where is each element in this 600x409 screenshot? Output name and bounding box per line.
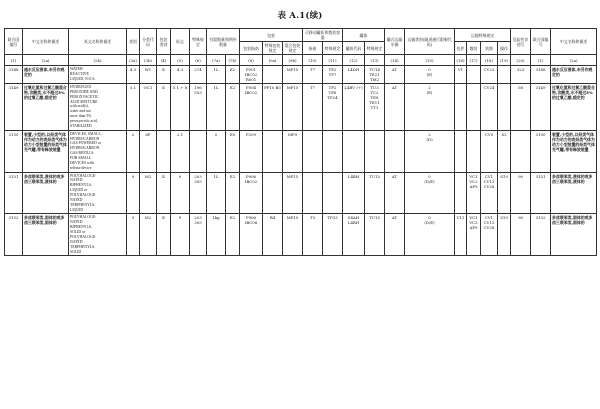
- excepted-quantity-cell: E2: [226, 214, 240, 256]
- vehicle-cell: AT: [385, 172, 405, 214]
- col-num: (3b): [140, 55, 157, 66]
- tank-special-cell: [323, 214, 343, 256]
- en-name-line: DEVICES, SMALL,: [70, 131, 102, 136]
- label-cell: 4.3: [171, 66, 190, 84]
- cn-name-2-cell: 多卤联苯类,液体的或多卤三联苯类,液体的: [551, 172, 597, 214]
- carriage-loading-cell: CV1 CV13 CV28: [481, 214, 498, 256]
- en-name-line: HYDROCARBON: [70, 146, 100, 151]
- col-num: (2a): [551, 55, 597, 66]
- mixed-packing-cell: MP9: [283, 130, 303, 172]
- carriage-package-cell: V11: [455, 214, 467, 256]
- tank-special-2-cell: [365, 66, 385, 84]
- tank-code-cell: S4AH L4BH: [343, 214, 365, 256]
- hazard-id-cell: 323: [511, 66, 531, 84]
- packing-group-cell: [157, 130, 171, 172]
- un-2-cell: 3151: [531, 172, 551, 214]
- mixed-packing-cell: MP15: [283, 172, 303, 214]
- header-en-name: 英文名称和描述: [69, 29, 127, 55]
- en-name-line: TERPHENYLS,: [70, 202, 96, 207]
- en-name-line: NATED: [70, 178, 83, 183]
- tank-instruction-cell: [303, 172, 323, 214]
- tank-special-cell: [323, 130, 343, 172]
- header-pkg: 包件: [455, 42, 467, 55]
- packing-instruction-line: IBC02: [244, 90, 258, 95]
- transport-category-cell: [405, 84, 455, 131]
- limited-quantity-cell: 0: [207, 130, 226, 172]
- en-name-line: peroxyacetic acid,: [70, 119, 98, 124]
- carriage-operation-cell: [498, 66, 511, 84]
- special-provisions-cell: 196 553: [190, 84, 207, 131]
- mixed-packing-cell: MP10: [283, 214, 303, 256]
- col-num: (10): [303, 55, 323, 66]
- carriage-bulk-cell: VC1 VC2 AP9: [467, 172, 481, 214]
- special-provisions-cell: 203 305: [190, 172, 207, 214]
- tank-code-cell: [343, 130, 365, 172]
- col-num: (18): [481, 55, 498, 66]
- col-num: (7b): [226, 55, 240, 66]
- class-code-cell: M2: [140, 214, 157, 256]
- class-cell: 9: [127, 172, 140, 214]
- excepted-quantity-cell: E0: [226, 130, 240, 172]
- un-2-cell: 3152: [531, 214, 551, 256]
- en-name-line: STABILIZED: [70, 123, 92, 128]
- col-num: (19): [498, 55, 511, 66]
- transport-category-line: (D/E): [424, 220, 435, 226]
- transport-category-line: (D/E): [424, 178, 435, 184]
- col-num: (1): [531, 55, 551, 66]
- class-cell: 4.3: [127, 66, 140, 84]
- packing-group-cell: Ⅱ: [157, 172, 171, 214]
- packing-instruction-cell: [240, 66, 263, 84]
- transport-category-cell: [405, 172, 455, 214]
- header-rtank-code: 罐体代码: [343, 42, 365, 55]
- vehicle-cell: AT: [385, 84, 405, 131]
- col-num: (2b): [69, 55, 127, 66]
- en-name-line: SOLID or: [70, 230, 86, 235]
- limited-quantity-cell: 1L: [207, 172, 226, 214]
- transport-category-line: (E): [426, 90, 433, 95]
- tank-special-2-line: TU3: [370, 85, 379, 90]
- table-header: [5, 29, 597, 66]
- header-tanks: 罐体: [343, 29, 385, 42]
- en-name-line: REACTIVE: [70, 71, 89, 76]
- packing-instruction-line: P906: [245, 173, 257, 179]
- un-cell: 3150: [5, 130, 23, 172]
- carriage-operation-cell: S2: [498, 130, 511, 172]
- en-name-line: NATED: [70, 239, 83, 244]
- carriage-operation-cell: S19: [498, 214, 511, 256]
- transport-category-line: (E): [426, 72, 433, 77]
- en-name-line: POLYHALOGE-: [70, 173, 97, 178]
- header-special: 特殊规定: [190, 29, 207, 55]
- header-packing: 包装: [240, 29, 303, 42]
- tank-special-line: TP2: [328, 67, 337, 72]
- tank-special-cell: [323, 84, 343, 131]
- packing-instruction-line: IBC02: [244, 72, 258, 77]
- cn-name-2-cell: 遇水反应液体,未另作规定的: [551, 66, 597, 84]
- table-row: [5, 172, 597, 214]
- label-cell: 2.1: [171, 130, 190, 172]
- un-cell: 3149: [5, 84, 23, 131]
- en-name-line: BIPHENYLS,: [70, 225, 92, 230]
- tank-special-2-line: TU15: [369, 173, 380, 179]
- col-num: (9a): [263, 55, 283, 66]
- header-portable-tanks: 可移动罐柜和散装容器: [303, 29, 343, 42]
- table-body: [5, 66, 597, 256]
- un-2-cell: 3149: [531, 84, 551, 131]
- special-provisions-cell: 203 305: [190, 214, 207, 256]
- en-name-line: POLYHALOGE-: [70, 234, 97, 239]
- hazard-id-cell: [511, 130, 531, 172]
- col-num: (20): [511, 55, 531, 66]
- header-labels: 标志: [171, 29, 190, 55]
- header-packing-group: 包装类别: [157, 29, 171, 55]
- tank-special-2-line: TU15: [369, 215, 380, 221]
- en-name-line: BIPHENYLS,: [70, 183, 92, 188]
- label-cell: 9: [171, 214, 190, 256]
- packing-instruction-cell: [240, 172, 263, 214]
- tank-special-2-cell: [365, 172, 385, 214]
- transport-category-line: 2: [428, 131, 431, 137]
- limited-quantity-cell: 1kg: [207, 214, 226, 256]
- en-name-cell: [69, 84, 127, 131]
- en-name-line: GAS REFILLS: [70, 151, 94, 156]
- limited-quantity-cell: 1L: [207, 66, 226, 84]
- cn-name-cell: 过氧化氢和过氧乙酸混合物,含酸类,水不超过5%的过氧乙酸,稳定的: [23, 84, 69, 131]
- transport-category-line: 2: [428, 85, 431, 90]
- un-2-cell: 3148: [531, 66, 551, 84]
- special-provisions-cell: [190, 130, 207, 172]
- vehicle-cell: AT: [385, 214, 405, 256]
- header-hazard-id: 危险性识别号: [511, 29, 531, 55]
- tank-code-cell: L4BH: [343, 172, 365, 214]
- table-row: [5, 84, 597, 131]
- packing-instruction-cell: [240, 84, 263, 131]
- header-load: 装卸: [481, 42, 498, 55]
- en-name-line: LIQUID: [70, 207, 84, 212]
- cn-name-2-cell: 装置,小型的,以烃类气体作为动力的或烃类气体为动力小型装置的烃类气体充气罐,带有释放装置: [551, 130, 597, 172]
- limited-quantity-cell: 1L: [207, 84, 226, 131]
- packing-instruction-line: P209: [245, 131, 257, 137]
- special-packing-cell: [263, 66, 283, 84]
- carriage-loading-cell: CV1 CV13 CV28: [481, 172, 498, 214]
- en-name-line: more than 5%: [70, 114, 92, 119]
- en-name-line: PEROXYACETIC: [70, 94, 99, 99]
- tank-special-line: TP2: [328, 85, 337, 90]
- hazard-id-cell: 90: [511, 214, 531, 256]
- tank-instruction-cell: T3: [303, 214, 323, 256]
- packing-instruction-line: R001: [245, 77, 257, 82]
- col-num: (12): [343, 55, 365, 66]
- en-name-line: PEROXIDE AND: [70, 89, 98, 94]
- label-cell: 5.1 + 8: [171, 84, 190, 131]
- tank-special-2-line: TU14: [369, 67, 380, 72]
- en-name-line: GAS POWERED or: [70, 141, 102, 146]
- en-name-cell: [69, 172, 127, 214]
- class-code-cell: W1: [140, 66, 157, 84]
- packing-group-cell: Ⅱ: [157, 214, 171, 256]
- cn-name-cell: 遇水反应液体,未另作规定的: [23, 66, 69, 84]
- table-row: [5, 130, 597, 172]
- header-carriage: 运输特殊规定: [455, 29, 511, 42]
- hazard-id-cell: 58: [511, 84, 531, 131]
- excepted-quantity-cell: E2: [226, 172, 240, 214]
- col-num: (15): [405, 55, 455, 66]
- tank-instruction-cell: T7: [303, 84, 323, 131]
- vehicle-cell: AT: [385, 66, 405, 84]
- en-name-line: LIQUID or: [70, 188, 88, 193]
- header-vehicle: 罐式运输车辆: [385, 29, 405, 55]
- transport-category-cell: [405, 130, 455, 172]
- tank-special-line: TP7: [328, 72, 337, 77]
- header-un-2: 联合国编号: [531, 29, 551, 55]
- table-row: [5, 66, 597, 84]
- col-num: (3a): [127, 55, 140, 66]
- en-name-line: SOLID: [70, 249, 82, 254]
- transport-category-line: 0: [428, 173, 431, 179]
- carriage-package-cell: [455, 84, 467, 131]
- packing-instruction-line: IBC08: [244, 220, 258, 226]
- col-num: (1): [5, 55, 23, 66]
- en-name-line: release device: [70, 165, 92, 170]
- class-cell: 5.1: [127, 84, 140, 131]
- table-row: [5, 214, 597, 256]
- transport-category-cell: [405, 66, 455, 84]
- excepted-quantity-cell: E2: [226, 66, 240, 84]
- cn-name-cell: 装置,小型的,以烃类气体作为动力的或烃类气体为动力小型装置的烃类气体充气罐,带有释放装置: [23, 130, 69, 172]
- tank-special-2-line: TE21: [369, 72, 380, 77]
- cn-name-2-cell: 过氧化氢和过氧乙酸混合物,含酸类,水不超过5%的过氧乙酸,稳定的: [551, 84, 597, 131]
- packing-instruction-line: P906: [245, 215, 257, 221]
- carriage-bulk-cell: [467, 66, 481, 84]
- en-name-cell: [69, 66, 127, 84]
- un-cell: 3148: [5, 66, 23, 84]
- col-num: (16): [455, 55, 467, 66]
- en-name-line: LIQUID, N.O.S.: [70, 76, 96, 81]
- special-packing-cell: [263, 172, 283, 214]
- carriage-loading-cell: CV24: [481, 84, 498, 131]
- vehicle-cell: [385, 130, 405, 172]
- col-num: (14): [385, 55, 405, 66]
- special-packing-cell: B4: [263, 214, 283, 256]
- transport-category-cell: [405, 214, 455, 256]
- header-un: 联合国编号: [5, 29, 23, 55]
- tank-special-2-cell: [365, 84, 385, 131]
- header-op: 操作: [498, 42, 511, 55]
- col-num: (11): [323, 55, 343, 66]
- carriage-package-cell: [455, 172, 467, 214]
- cn-name-cell: 多卤联苯类,固体的或多卤三联苯类,固体的: [23, 214, 69, 256]
- header-pack-special: 特殊包装规定: [263, 42, 283, 55]
- carriage-operation-cell: [498, 84, 511, 131]
- tank-special-2-cell: [365, 214, 385, 256]
- cn-name-2-cell: 多卤联苯类,固体的或多卤三联苯类,固体的: [551, 214, 597, 256]
- tank-special-2-line: TE11: [369, 100, 380, 105]
- header-cn-name-2: 中文名称和描述: [551, 29, 597, 55]
- carriage-bulk-cell: [467, 84, 481, 131]
- packing-instruction-line: IBC02: [244, 178, 258, 184]
- packing-instruction-cell: [240, 130, 263, 172]
- special-packing-cell: PP10 B5: [263, 84, 283, 131]
- header-rtank-special: 特殊规定: [365, 42, 385, 55]
- carriage-package-cell: V1: [455, 66, 467, 84]
- en-name-line: NATED: [70, 197, 83, 202]
- class-cell: 2: [127, 130, 140, 172]
- special-provisions-cell: 274: [190, 66, 207, 84]
- tank-instruction-cell: [303, 130, 323, 172]
- en-name-line: ACID MIXTURE: [70, 99, 98, 104]
- header-pack-instr: 包装指南: [240, 42, 263, 55]
- carriage-bulk-cell: VC1 VC2 AP9: [467, 214, 481, 256]
- special-packing-cell: [263, 130, 283, 172]
- un-cell: 3151: [5, 172, 23, 214]
- column-number-row: [5, 55, 597, 66]
- header-tank-instr: 指南: [303, 42, 323, 55]
- excepted-quantity-cell: E2: [226, 84, 240, 131]
- tank-special-2-line: TT1: [370, 105, 379, 110]
- un-cell: 3152: [5, 214, 23, 256]
- col-num: (2a): [23, 55, 69, 66]
- header-class: 类别: [127, 29, 140, 55]
- col-num: (13): [365, 55, 385, 66]
- cn-name-cell: 多卤联苯类,液体的或多卤三联苯类,液体的: [23, 172, 69, 214]
- dangerous-goods-table: [4, 28, 597, 256]
- tank-instruction-cell: T7: [303, 66, 323, 84]
- en-name-cell: [69, 214, 127, 256]
- col-num: (8): [240, 55, 263, 66]
- en-name-line: HYDROCARBON: [70, 136, 100, 141]
- header-limited: 有限数量和例外数量: [207, 29, 240, 55]
- tank-special-line: TP6: [328, 90, 337, 95]
- en-name-line: POLYHALOGE-: [70, 215, 97, 220]
- class-code-cell: M2: [140, 172, 157, 214]
- hazard-id-cell: 90: [511, 172, 531, 214]
- en-name-line: HYDROGEN: [70, 85, 92, 89]
- header-bulk: 散装: [467, 42, 481, 55]
- mixed-packing-cell: MP15: [283, 66, 303, 84]
- packing-group-cell: Ⅱ: [157, 84, 171, 131]
- header-class-code: 分类代码: [140, 29, 157, 55]
- carriage-loading-cell: CV23: [481, 66, 498, 84]
- tank-special-2-line: TE8: [370, 95, 379, 100]
- tank-special-2-line: TM2: [369, 77, 380, 82]
- col-num: (5): [171, 55, 190, 66]
- header-mixed: 混合包装规定: [283, 42, 303, 55]
- transport-category-line: 0: [428, 215, 431, 221]
- tank-special-2-cell: [365, 130, 385, 172]
- tank-special-cell: [323, 172, 343, 214]
- tank-special-2-line: TC2: [370, 90, 379, 95]
- carriage-operation-cell: S19: [498, 172, 511, 214]
- en-name-line: POLYHALOGE-: [70, 193, 97, 198]
- en-name-cell: [69, 130, 127, 172]
- tank-special-cell: [323, 66, 343, 84]
- class-cell: 9: [127, 214, 140, 256]
- en-name-line: water and not: [70, 109, 91, 114]
- en-name-line: with acid(s),: [70, 104, 89, 109]
- col-num: (17): [467, 55, 481, 66]
- en-name-line: FOR SMALL: [70, 156, 92, 161]
- col-num: (4): [157, 55, 171, 66]
- tank-code-cell: L4BV (+): [343, 84, 365, 131]
- col-num: (7a): [207, 55, 226, 66]
- tank-special-line: TP33: [327, 215, 338, 221]
- en-name-line: DEVICES with: [70, 160, 94, 165]
- en-name-line: WATER-: [70, 67, 84, 71]
- carriage-loading-cell: CV9: [481, 130, 498, 172]
- un-2-cell: 3150: [531, 130, 551, 172]
- packing-instruction-line: P001: [245, 67, 257, 72]
- en-name-line: NATED: [70, 220, 83, 225]
- col-num: (6): [190, 55, 207, 66]
- label-cell: 9: [171, 172, 190, 214]
- carriage-package-cell: [455, 130, 467, 172]
- table-title: 表 A.1(续): [277, 11, 323, 21]
- en-name-line: TERPHENYLS,: [70, 244, 96, 249]
- packing-group-cell: Ⅱ: [157, 66, 171, 84]
- carriage-bulk-cell: [467, 130, 481, 172]
- packing-instruction-cell: [240, 214, 263, 256]
- header-transport-category: 运输类别(隧道通行限制代码): [405, 29, 455, 55]
- col-num: (9b): [283, 55, 303, 66]
- mixed-packing-cell: MP15: [283, 84, 303, 131]
- class-code-cell: 6F: [140, 130, 157, 172]
- transport-category-line: (D): [426, 136, 433, 142]
- class-code-cell: OC1: [140, 84, 157, 131]
- header-tank-special: 特殊规定: [323, 42, 343, 55]
- tank-code-cell: L4DH: [343, 66, 365, 84]
- header-cn-name: 中文名称和描述: [23, 29, 69, 55]
- transport-category-line: 0: [428, 67, 431, 72]
- packing-instruction-line: P504: [245, 85, 257, 90]
- tank-special-line: TP24: [327, 95, 338, 100]
